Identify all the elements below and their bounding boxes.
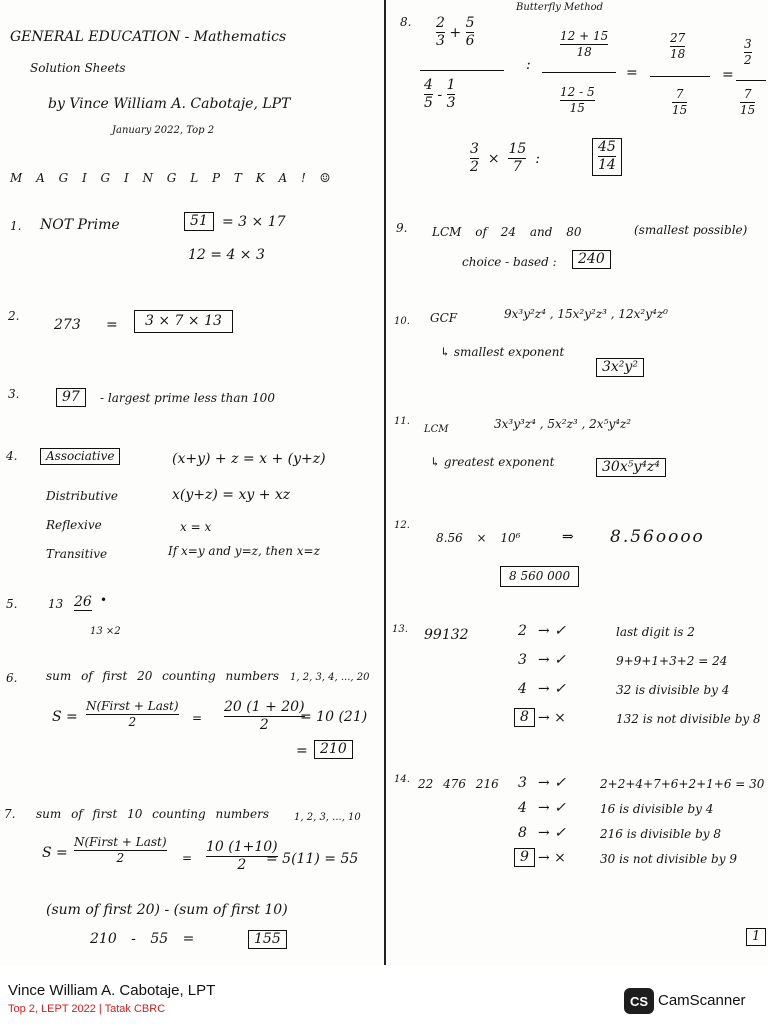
q4-distributive: Distributive bbox=[46, 489, 118, 503]
q4-reflexive-eq: x = x bbox=[180, 520, 212, 534]
q6-values-denominator: 2 bbox=[259, 717, 269, 734]
q8-step3-bar bbox=[736, 80, 766, 81]
q5-answer: 26 bbox=[74, 594, 92, 610]
q8-c-denominator: 5 bbox=[424, 95, 433, 112]
q8-step2-top-denominator: 18 bbox=[670, 47, 686, 62]
q13-row-divisor: 2 bbox=[518, 623, 527, 639]
q8-answer-denominator: 14 bbox=[598, 157, 616, 174]
q6-result: = 10 (21) bbox=[300, 709, 368, 725]
sheet-subtitle: Solution Sheets bbox=[30, 61, 126, 75]
q3-text: - largest prime less than 100 bbox=[100, 391, 275, 405]
q14-row-mark: → ✓ bbox=[538, 825, 566, 841]
q8-step2-top bbox=[670, 32, 685, 61]
q8-step3-bottom-numerator: 7 bbox=[743, 87, 752, 101]
q8-minus: - bbox=[437, 86, 443, 103]
q8-final-first-denominator: 2 bbox=[470, 159, 479, 176]
q1-answer-box: 51 bbox=[184, 212, 214, 231]
q8-times: × bbox=[487, 150, 500, 167]
q6-s-label: S = bbox=[52, 709, 78, 725]
q6-formula-denominator: 2 bbox=[128, 715, 137, 730]
q7-values-numerator: 10 (1+10) bbox=[206, 839, 278, 855]
q14-row-mark: → × bbox=[538, 850, 566, 866]
q11-note: ↳ greatest exponent bbox=[430, 455, 555, 469]
q13-row-reason: last digit is 2 bbox=[616, 625, 695, 639]
q8-final-second-denominator: 7 bbox=[512, 159, 522, 176]
q13-row-divisor: 3 bbox=[518, 652, 527, 668]
q7-formula-numerator: N(First + Last) bbox=[74, 835, 167, 849]
q5-number: 5. bbox=[6, 597, 18, 611]
q14-value: 22 476 216 bbox=[418, 777, 499, 791]
q11-terms: 3x³y³z⁴ , 5x²z³ , 2x⁵y⁴z² bbox=[494, 417, 632, 431]
q1-equation-2: 12 = 4 × 3 bbox=[188, 247, 265, 263]
q4-distributive-eq: x(y+z) = xy + xz bbox=[172, 487, 291, 503]
q2-value: 273 bbox=[54, 317, 81, 333]
q14-row-reason: 2+2+4+7+6+2+1+6 = 30 bbox=[600, 777, 765, 791]
q14-row-reason: 30 is not divisible by 9 bbox=[600, 852, 737, 866]
sheet-title: GENERAL EDUCATION - Mathematics bbox=[10, 29, 287, 45]
q7-title: sum of first 10 counting numbers bbox=[36, 807, 269, 821]
q6-formula-numerator: N(First + Last) bbox=[86, 699, 179, 713]
q7-result: = 5(11) = 55 bbox=[266, 851, 359, 867]
q8-d-denominator: 3 bbox=[446, 95, 456, 112]
q14-row-divisor: 9 bbox=[514, 848, 535, 867]
q8-step3-top-numerator: 3 bbox=[744, 37, 752, 51]
q8-main-bar bbox=[420, 70, 504, 71]
q14-number: 14. bbox=[394, 774, 410, 785]
q14-row-divisor: 8 bbox=[518, 825, 527, 841]
q14-row-divisor: 3 bbox=[518, 775, 527, 791]
q1-number: 1. bbox=[10, 219, 22, 233]
q8-equals-2: = bbox=[722, 67, 734, 83]
q8-step3-top bbox=[744, 38, 752, 67]
q5-dot: • bbox=[100, 593, 108, 607]
q11-label: LCM bbox=[424, 424, 449, 435]
camscanner-logo: CS bbox=[624, 988, 654, 1014]
column-divider bbox=[384, 0, 386, 965]
camscanner-brand: CamScanner bbox=[658, 992, 746, 1009]
q3-number: 3. bbox=[8, 387, 20, 401]
q8-final-second-numerator: 15 bbox=[508, 141, 527, 157]
scanner-footer bbox=[0, 965, 768, 1024]
q12-arrow: ⇒ bbox=[562, 529, 574, 545]
q10-number: 10. bbox=[394, 316, 410, 327]
q12-number: 12. bbox=[394, 520, 410, 531]
q13-row-mark: → ✓ bbox=[538, 681, 566, 697]
q8-d-numerator: 1 bbox=[446, 77, 456, 93]
q12-answer-box: 8 560 000 bbox=[500, 566, 579, 587]
q6-equals-2: = bbox=[296, 743, 308, 759]
q13-row-reason: 9+9+1+3+2 = 24 bbox=[616, 654, 728, 668]
footer-subtitle: Top 2, LEPT 2022 | Tatak CBRC bbox=[8, 1003, 166, 1015]
q2-number: 2. bbox=[8, 309, 20, 323]
q8-step1-bar bbox=[542, 72, 616, 73]
q10-terms: 9x³y²z⁴ , 15x²y²z³ , 12x²y⁴z⁰ bbox=[504, 307, 668, 321]
q6-formula bbox=[86, 700, 179, 729]
q7-values-denominator: 2 bbox=[237, 857, 247, 874]
q8-colon: : bbox=[526, 57, 531, 73]
q8-number: 8. bbox=[400, 15, 412, 29]
q3-answer-box: 97 bbox=[56, 388, 86, 407]
q13-row-reason: 32 is divisible by 4 bbox=[616, 683, 730, 697]
q6-number: 6. bbox=[6, 671, 18, 685]
cheer-line: M A G I G I N G L P T K A ! ☺ bbox=[10, 171, 333, 185]
q11-answer-box: 30x⁵y⁴z⁴ bbox=[596, 458, 666, 477]
q8-step1-top-numerator: 12 + 15 bbox=[560, 29, 609, 43]
q8-step2-bottom bbox=[672, 88, 687, 117]
q14-row-mark: → ✓ bbox=[538, 800, 566, 816]
q8-step3-bottom bbox=[740, 88, 755, 117]
q9-answer-box: 240 bbox=[572, 250, 611, 269]
q7-answer-box: 155 bbox=[248, 930, 287, 949]
q5-value: 13 bbox=[48, 597, 64, 611]
q10-note: ↳ smallest exponent bbox=[440, 345, 565, 359]
q7-s-label: S = bbox=[42, 845, 68, 861]
q13-number: 13. bbox=[392, 624, 408, 635]
q4-transitive-eq: If x=y and y=z, then x=z bbox=[168, 544, 320, 558]
q12-expression: 8.56 × 10⁶ bbox=[436, 531, 521, 545]
q10-label: GCF bbox=[430, 311, 458, 325]
q6-equals: = bbox=[192, 711, 203, 725]
q8-equals: = bbox=[626, 65, 638, 81]
q4-number: 4. bbox=[6, 449, 18, 463]
q9-number: 9. bbox=[396, 221, 408, 235]
q8-b-numerator: 5 bbox=[465, 15, 475, 31]
q13-row-divisor: 4 bbox=[518, 681, 527, 697]
q6-answer-box: 210 bbox=[314, 740, 353, 759]
q7-formula-denominator: 2 bbox=[116, 851, 125, 866]
q8-step2-bottom-denominator: 15 bbox=[672, 103, 688, 118]
q14-row-reason: 216 is divisible by 8 bbox=[600, 827, 722, 841]
q2-answer-box: 3 × 7 × 13 bbox=[134, 310, 233, 333]
q8-step2-bottom-numerator: 7 bbox=[675, 87, 684, 101]
q8-answer-numerator: 45 bbox=[598, 139, 616, 155]
q9-text: LCM of 24 and 80 bbox=[432, 225, 582, 239]
q11-number: 11. bbox=[394, 416, 410, 427]
q8-b-denominator: 6 bbox=[465, 33, 475, 50]
q13-row-mark: → × bbox=[538, 710, 566, 726]
q8-plus: + bbox=[449, 24, 462, 41]
q4-answer-box: Associative bbox=[40, 448, 120, 465]
q8-step1-bottom bbox=[560, 86, 595, 115]
q4-reflexive: Reflexive bbox=[46, 518, 102, 532]
q8-c-numerator: 4 bbox=[424, 77, 433, 93]
date-line: January 2022, Top 2 bbox=[112, 125, 215, 136]
q8-final-first-numerator: 3 bbox=[470, 141, 479, 157]
q8-step3-top-denominator: 2 bbox=[744, 53, 752, 68]
q13-row-reason: 132 is not divisible by 8 bbox=[616, 712, 761, 726]
q10-answer-box: 3x²y² bbox=[596, 358, 644, 377]
q8-step1-top bbox=[560, 30, 608, 59]
q8-step2-bar bbox=[650, 76, 710, 77]
q8-a-denominator: 3 bbox=[436, 33, 445, 50]
q6-values bbox=[224, 700, 305, 734]
q13-row-mark: → ✓ bbox=[538, 623, 566, 639]
q7-calc: 210 - 55 = bbox=[90, 931, 195, 947]
q4-associative-eq: (x+y) + z = x + (y+z) bbox=[172, 451, 326, 467]
q8-top-fractions bbox=[436, 16, 474, 50]
q8-step1-bottom-denominator: 15 bbox=[569, 101, 585, 116]
q13-row-mark: → ✓ bbox=[538, 652, 566, 668]
q7-equals: = bbox=[182, 851, 193, 865]
q14-row-divisor: 4 bbox=[518, 800, 527, 816]
q6-title: sum of first 20 counting numbers bbox=[46, 669, 279, 683]
q12-expansion: 8.56oooo bbox=[610, 527, 705, 547]
q8-bottom-fractions bbox=[424, 78, 455, 112]
q14-row-mark: → ✓ bbox=[538, 775, 566, 791]
q6-values-numerator: 20 (1 + 20) bbox=[224, 699, 305, 715]
q1-label: NOT Prime bbox=[40, 217, 120, 233]
q2-equals: = bbox=[106, 317, 118, 333]
q5-note: 13 ×2 bbox=[90, 626, 121, 637]
q8-a-numerator: 2 bbox=[436, 15, 445, 31]
q13-row-divisor: 8 bbox=[514, 708, 535, 727]
q8-step1-bottom-numerator: 12 - 5 bbox=[560, 85, 595, 99]
q8-final-colon: : bbox=[535, 150, 540, 167]
q7-number: 7. bbox=[4, 807, 16, 821]
q8-step3-bottom-denominator: 15 bbox=[740, 103, 756, 118]
q4-transitive: Transitive bbox=[46, 547, 108, 561]
q8-step2-top-numerator: 27 bbox=[670, 31, 686, 45]
author-line: by Vince William A. Cabotaje, LPT bbox=[48, 96, 291, 112]
q7-sequence: 1, 2, 3, ..., 10 bbox=[294, 812, 361, 823]
q6-sequence: 1, 2, 3, 4, ..., 20 bbox=[290, 672, 370, 683]
footer-author: Vince William A. Cabotaje, LPT bbox=[8, 982, 216, 999]
q8-method: Butterfly Method bbox=[516, 2, 604, 13]
q9-choice: choice - based : bbox=[462, 255, 557, 269]
q1-equation: = 3 × 17 bbox=[222, 214, 286, 230]
page-number: 1 bbox=[746, 928, 766, 946]
q8-step1-top-denominator: 18 bbox=[576, 45, 592, 60]
q8-answer-box bbox=[592, 138, 622, 176]
q13-value: 99132 bbox=[424, 627, 469, 643]
q7-difference: (sum of first 20) - (sum of first 10) bbox=[46, 902, 288, 918]
q14-row-reason: 16 is divisible by 4 bbox=[600, 802, 714, 816]
q9-note: (smallest possible) bbox=[634, 223, 748, 237]
q7-formula bbox=[74, 836, 167, 865]
q8-final-fractions bbox=[470, 142, 540, 176]
